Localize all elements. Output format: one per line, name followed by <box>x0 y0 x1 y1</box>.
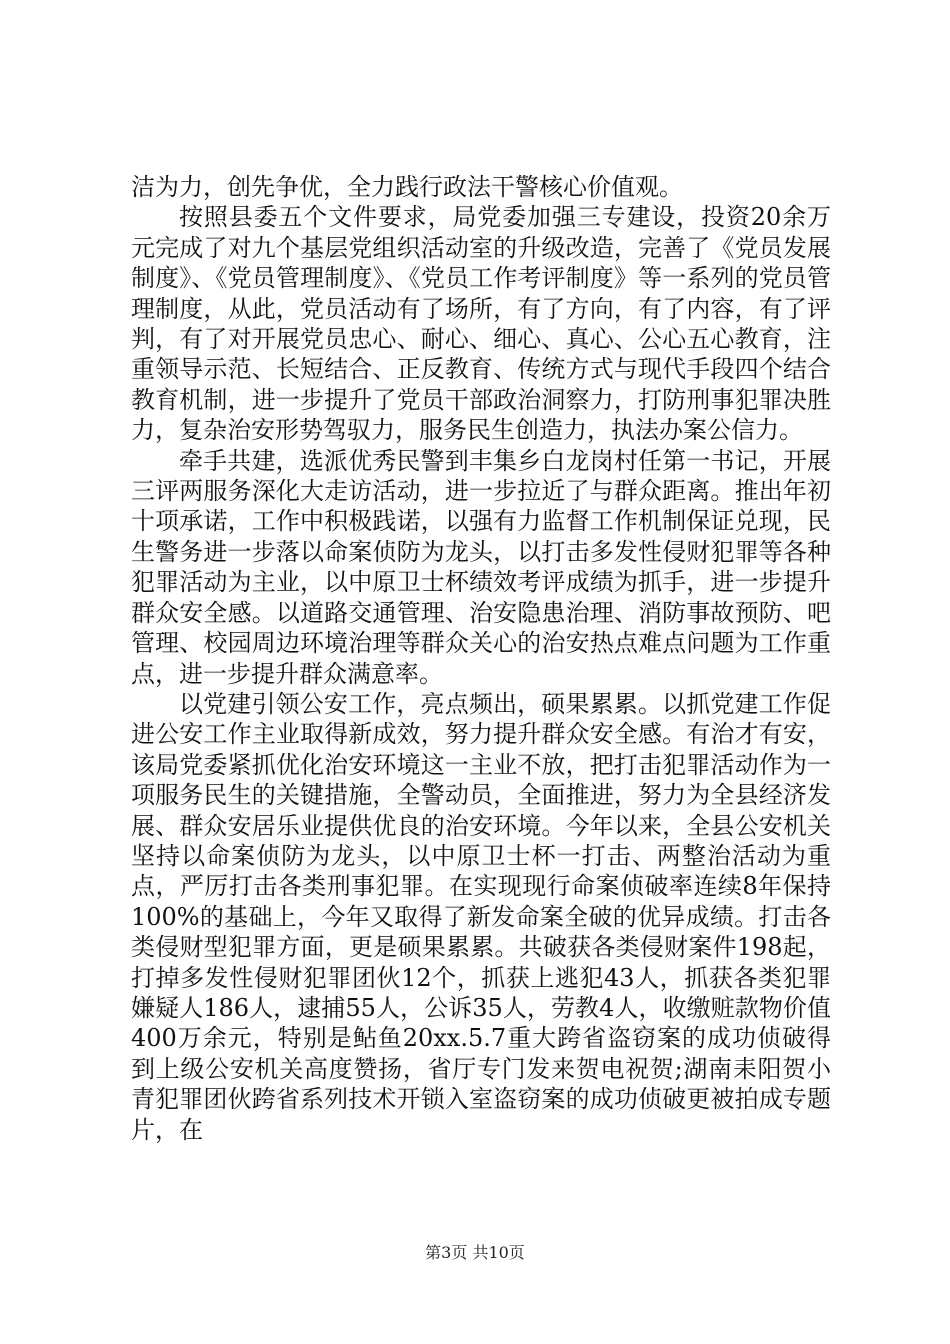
paragraph-continuation: 洁为力，创先争优，全力践行政法干警核心价值观。 <box>131 173 683 201</box>
page-footer: 第3页 共10页 <box>425 1243 525 1262</box>
document-body <box>131 172 831 1145</box>
paragraph-party-building: 按照县委五个文件要求，局党委加强三专建设，投资20余万元完成了对九个基层党组织活动室的升级改造，完善了《党员发展制度》、《党员管理制度》、《党员工作考评制度》等一系列的党员管理制度，从此，党员活动有了场所，有了方向，有了内容，有了评判，有了对开展党员忠心、耐心、细心、真心、公心五心教育，注重领导示范、长短结合、正反教育、传统方式与现代手段四个结合教育机制，进一步提升了党员干部政治洞察力，打防刑事犯罪决胜力，复杂治安形势驾驭力，服务民生创造力，执法办案公信力。 <box>131 203 831 445</box>
paragraph-joint-building: 牵手共建，选派优秀民警到丰集乡白龙岗村任第一书记，开展三评两服务深化大走访活动，进一步拉近了与群众距离。推出年初十项承诺，工作中积极践诺，以强有力监督工作机制保证兑现，民生警务进一步落以命案侦防为龙头，以打击多发性侵财犯罪等各种犯罪活动为主业，以中原卫士杯绩效考评成绩为抓手，进一步提升群众安全感。以道路交通管理、治安隐患治理、消防事故预防、吧管理、校园周边环境治理等群众关心的治安热点难点问题为工作重点，进一步提升群众满意率。 <box>131 446 831 688</box>
paragraph-achievements: 以党建引领公安工作，亮点频出，硕果累累。以抓党建工作促进公安工作主业取得新成效，努力提升群众安全感。有治才有安，该局党委紧抓优化治安环境这一主业不放，把打击犯罪活动作为一项服务民生的关键措施，全警动员，全面推进，努力为全县经济发展、群众安居乐业提供优良的治安环境。今年以来，全县公安机关坚持以命案侦防为龙头，以中原卫士杯一打击、两整治活动为重点，严厉打击各类刑事犯罪。在实现现行命案侦破率连续8年保持100%的基础上，今年又取得了新发命案全破的优异成绩。打击各类侵财型犯罪方面，更是硕果累累。共破获各类侵财案件198起，打掉多发性侵财犯罪团伙12个，抓获上逃犯43人，抓获各类犯罪嫌疑人186人，逮捕55人，公诉35人，劳教4人，收缴赃款物价值400万余元，特别是鲇鱼20xx.5.7重大跨省盗窃案的成功侦破得到上级公安机关高度赞扬，省厅专门发来贺电祝贺;湖南耒阳贺小青犯罪团伙跨省系列技术开锁入室盗窃案的成功侦破更被拍成专题片，在 <box>131 689 831 1144</box>
